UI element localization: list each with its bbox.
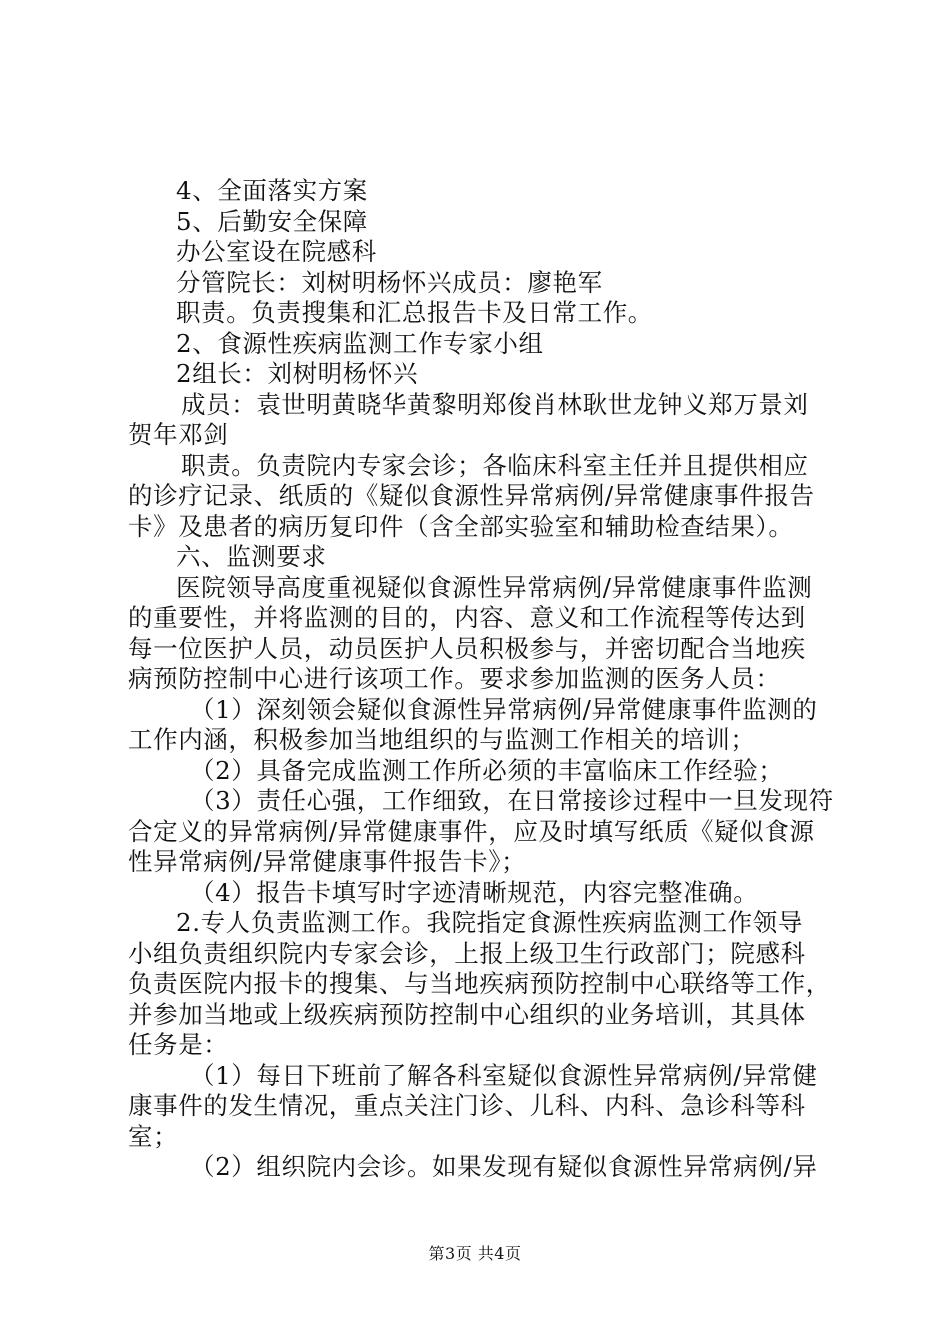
text-line: （1）深刻领会疑似食源性异常病例/异常健康事件监测的 [190,694,818,724]
text-line: 合定义的异常病例/异常健康事件，应及时填写纸质《疑似食源 [128,816,815,846]
text-line: （2）具备完成监测工作所必须的丰富临床工作经验； [190,755,784,785]
text-line: 负责医院内报卡的搜集、与当地疾病预防控制中心联络等工作， [128,969,831,998]
text-line: （3）责任心强，工作细致，在日常接诊过程中一旦发现符 [190,786,834,815]
text-line: 工作内涵，积极参加当地组织的与监测工作相关的培训； [128,725,756,754]
text-line: 康事件的发生情况，重点关注门诊、儿科、内科、急诊科等科 [128,1091,806,1120]
text-line: （4）报告卡填写时字迹清晰规范，内容完整准确。 [190,877,759,907]
text-line: 室； [128,1121,179,1151]
text-line: 职责。负责院内专家会诊；各临床科室主任并且提供相应 [181,450,809,480]
text-line: 5、后勤安全保障 [176,206,368,236]
text-line: 分管院长：刘树明杨怀兴成员：廖艳军 [176,267,603,297]
text-line: 2、食源性疾病监测工作专家小组 [176,328,544,358]
text-line: 每一位医护人员，动员医护人员积极参与，并密切配合当地疾 [128,633,806,663]
text-line: 卡》及患者的病历复印件（含全部实验室和辅助检查结果）。 [128,511,794,541]
text-line: 2组长：刘树明杨怀兴 [176,359,419,388]
text-line: 病预防控制中心进行该项工作。要求参加监测的医务人员： [128,664,781,693]
text-line: 并参加当地或上级疾病预防控制中心组织的业务培训，其具体 [128,999,806,1029]
section-heading: 六、监测要求 [176,542,327,571]
text-line: （2）组织院内会诊。如果发现有疑似食源性异常病例/异 [190,1152,818,1181]
text-line: 医院领导高度重视疑似食源性异常病例/异常健康事件监测 [176,572,813,602]
text-line: 小组负责组织院内专家会诊，上报上级卫生行政部门；院感科 [128,938,806,968]
text-line: 办公室设在院感科 [176,237,377,266]
text-line: （1）每日下班前了解各科室疑似食源性异常病例/异常健 [190,1060,818,1090]
text-line: 性异常病例/异常健康事件报告卡》； [128,847,527,876]
text-line: 职责。负责搜集和汇总报告卡及日常工作。 [176,298,653,327]
text-line: 的重要性，并将监测的目的，内容、意义和工作流程等传达到 [128,603,806,632]
text-line: 成员：袁世明黄晓华黄黎明郑俊肖林耿世龙钟义郑万景刘 [181,389,809,419]
text-line: 4、全面落实方案 [176,176,368,205]
page-number-footer: 第3页 共4页 [428,1244,522,1263]
text-line: 2.专人负责监测工作。我院指定食源性疾病监测工作领导 [176,908,803,937]
text-line: 任务是： [128,1030,229,1059]
document-body [128,176,840,1183]
text-line: 贺年邓剑 [128,420,229,449]
text-line: 的诊疗记录、纸质的《疑似食源性异常病例/异常健康事件报告 [128,481,815,510]
